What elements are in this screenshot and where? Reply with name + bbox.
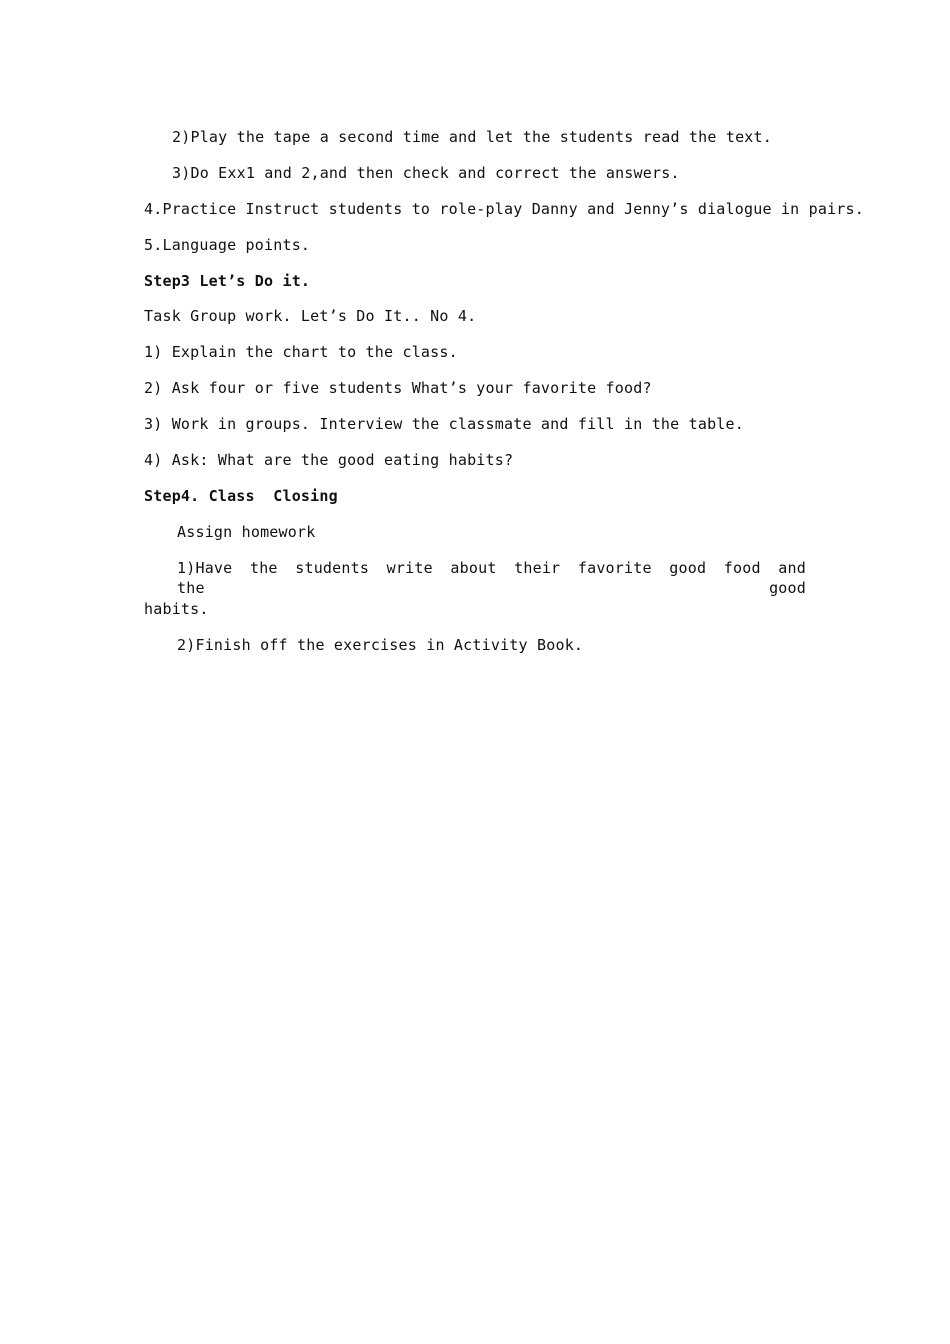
list-item-explain-chart: 1) Explain the chart to the class. (144, 343, 458, 361)
text-line-homework-1-continued: habits. (144, 600, 209, 618)
text-line-practice: 4.Practice Instruct students to role-play Danny and Jenny’s dialogue in pairs. (144, 200, 864, 218)
list-item-ask-students: 2) Ask four or five students What’s your favorite food? (144, 379, 652, 397)
text-line-homework-1: 1)Have the students write about their favorite good food and the good (177, 559, 806, 597)
list-item-eating-habits: 4) Ask: What are the good eating habits? (144, 451, 514, 469)
text-line-do-exercises: 3)Do Exx1 and 2,and then check and correct the answers. (172, 164, 680, 182)
heading-step3: Step3 Let’s Do it. (144, 272, 311, 290)
list-item-work-in-groups: 3) Work in groups. Interview the classmate and fill in the table. (144, 415, 744, 433)
text-line-play-tape: 2)Play the tape a second time and let the students read the text. (172, 128, 772, 146)
text-line-language-points: 5.Language points. (144, 236, 311, 254)
text-line-assign-homework: Assign homework (177, 523, 316, 541)
heading-step4: Step4. Class Closing (144, 487, 338, 505)
text-line-task: Task Group work. Let’s Do It.. No 4. (144, 307, 477, 325)
text-line-homework-2: 2)Finish off the exercises in Activity Book. (177, 636, 584, 654)
